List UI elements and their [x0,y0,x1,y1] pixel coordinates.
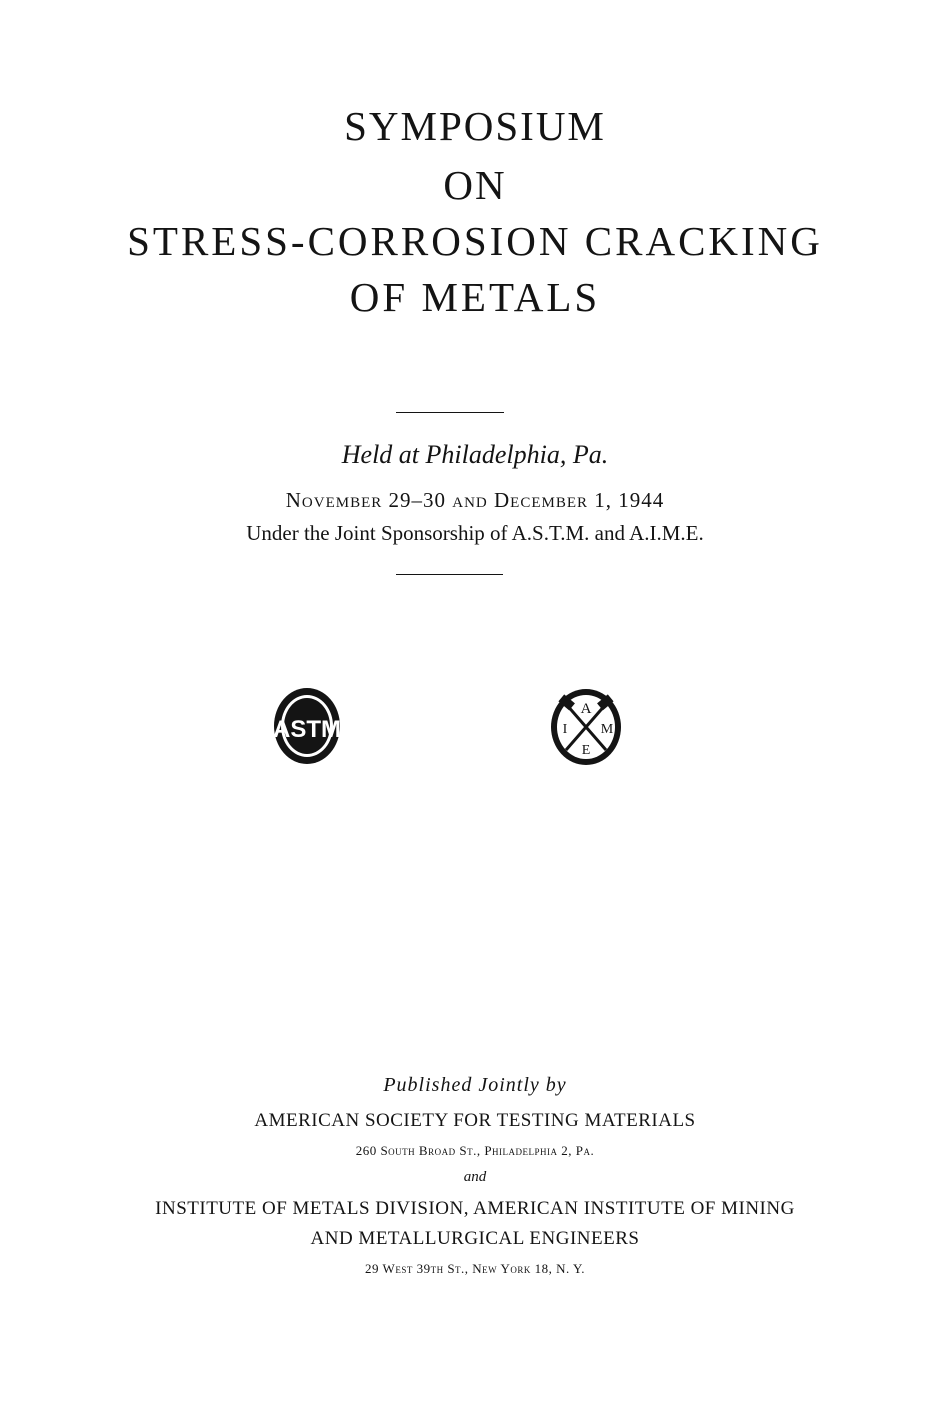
astm-seal-icon [272,685,342,767]
publisher-org-2-line-1: INSTITUTE OF METALS DIVISION, AMERICAN INSTITUTE OF MINING [155,1198,795,1219]
aime-letter-e: E [581,743,591,758]
aime-seal-icon [550,688,622,766]
held-at-line: Held at Philadelphia, Pa. [341,440,609,469]
divider-top [396,412,504,413]
astm-seal-text: ASTM [273,716,341,743]
aime-letter-i: I [562,722,568,737]
aime-letter-a: A [580,701,592,717]
sponsorship-line: Under the Joint Sponsorship of A.S.T.M. and A.I.M.E. [246,521,704,545]
publisher-conjunction: and [463,1169,487,1185]
published-jointly-by: Published Jointly by [383,1074,567,1096]
title-line-3: STRESS-CORROSION CRACKING [127,218,823,264]
publisher-org-1-address: 260 South Broad St., Philadelphia 2, Pa. [355,1143,595,1158]
publisher-org-1: AMERICAN SOCIETY FOR TESTING MATERIALS [254,1110,696,1131]
divider-bottom [396,574,503,575]
aime-letter-m: M [600,722,614,737]
title-line-2: ON [443,162,507,208]
publisher-org-2-line-2: AND METALLURGICAL ENGINEERS [310,1228,640,1249]
title-line-4: OF METALS [349,274,601,320]
publisher-org-2-address: 29 West 39th St., New York 18, N. Y. [365,1261,585,1276]
meeting-dates: November 29–30 and December 1, 1944 [285,488,665,512]
title-line-1: SYMPOSIUM [344,103,606,149]
